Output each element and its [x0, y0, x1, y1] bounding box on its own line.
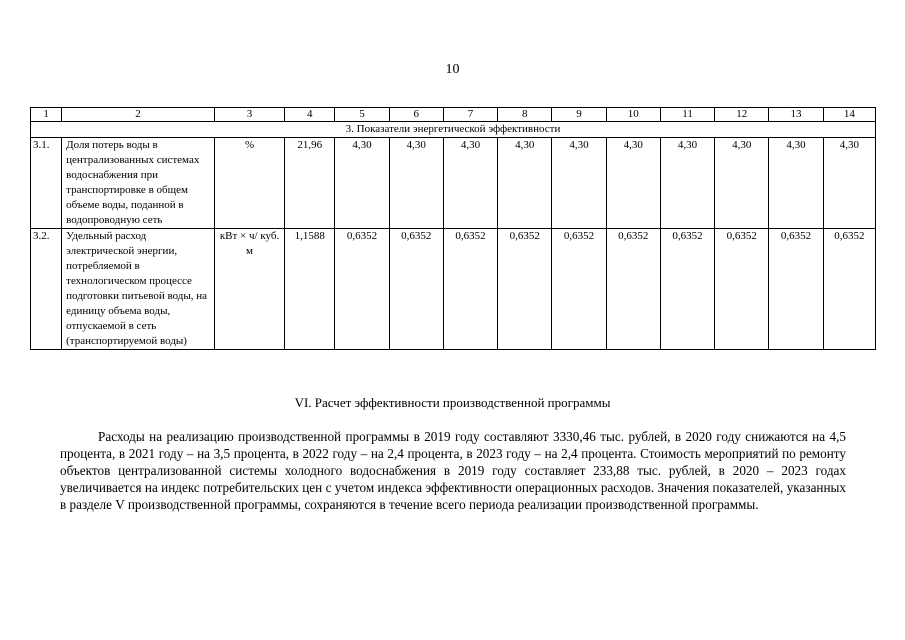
row-value: 21,96 [285, 138, 335, 229]
row-unit: кВт × ч/ куб. м [214, 229, 284, 350]
column-header: 6 [389, 108, 443, 122]
table-header-row [31, 108, 876, 122]
indicators-table [30, 107, 876, 350]
row-value: 4,30 [660, 138, 714, 229]
column-header: 5 [335, 108, 389, 122]
column-header: 4 [285, 108, 335, 122]
row-value: 4,30 [443, 138, 497, 229]
row-value: 4,30 [389, 138, 443, 229]
table-row [31, 138, 876, 229]
row-value: 0,6352 [715, 229, 769, 350]
column-header: 1 [31, 108, 62, 122]
row-value: 0,6352 [552, 229, 606, 350]
table-section-row [31, 122, 876, 138]
column-header: 11 [660, 108, 714, 122]
column-header: 8 [498, 108, 552, 122]
row-number: 3.1. [31, 138, 62, 229]
body-paragraph: Расходы на реализацию производственной программы в 2019 году составляют 3330,46 тыс. рублей, в 2020 году снижаются на 4,5 процента, в 2021 году – на 3,5 процента, в 2022 году – на 2,4 процента, в 2023 году – на 2,4 процента. Стоимость мероприятий по ремонту объектов централизованной системы холодного водоснабжения в 2019 году составляет 233,88 тыс. рублей, в 2020 – 2023 годах увеличивается на индекс потребительских цен с учетом индекса эффективности операционных расходов. Значения показателей, указанных в разделе V производственной программы, сохраняются в течение всего периода реализации производственной программы. [60, 429, 846, 512]
row-value: 4,30 [606, 138, 660, 229]
row-value: 4,30 [823, 138, 875, 229]
row-value: 0,6352 [606, 229, 660, 350]
column-header: 12 [715, 108, 769, 122]
page-number: 10 [445, 62, 460, 77]
column-header: 2 [62, 108, 215, 122]
body-text [60, 428, 846, 513]
column-header: 7 [443, 108, 497, 122]
row-description: Удельный расход электрической энергии, потребляемой в технологическом процессе подготовки питьевой воды, на единицу объема воды, отпускаемой в сеть (транспортируемой воды) [62, 229, 215, 350]
row-value: 4,30 [715, 138, 769, 229]
section-title: 3. Показатели энергетической эффективности [31, 122, 876, 138]
row-value: 0,6352 [335, 229, 389, 350]
row-value: 0,6352 [660, 229, 714, 350]
row-value: 4,30 [498, 138, 552, 229]
row-value: 0,6352 [769, 229, 823, 350]
column-header: 9 [552, 108, 606, 122]
row-value: 0,6352 [498, 229, 552, 350]
row-value: 0,6352 [823, 229, 875, 350]
row-value: 4,30 [335, 138, 389, 229]
column-header: 10 [606, 108, 660, 122]
row-unit: % [214, 138, 284, 229]
column-header: 3 [214, 108, 284, 122]
table-row [31, 229, 876, 350]
row-value: 0,6352 [443, 229, 497, 350]
column-header: 13 [769, 108, 823, 122]
row-value: 0,6352 [389, 229, 443, 350]
row-value: 4,30 [552, 138, 606, 229]
row-number: 3.2. [31, 229, 62, 350]
row-value: 1,1588 [285, 229, 335, 350]
section-heading: VI. Расчет эффективности производственной программы [294, 395, 611, 410]
row-description: Доля потерь воды в централизованных системах водоснабжения при транспортировке в общем объеме воды, поданной в водопроводную сеть [62, 138, 215, 229]
column-header: 14 [823, 108, 875, 122]
row-value: 4,30 [769, 138, 823, 229]
